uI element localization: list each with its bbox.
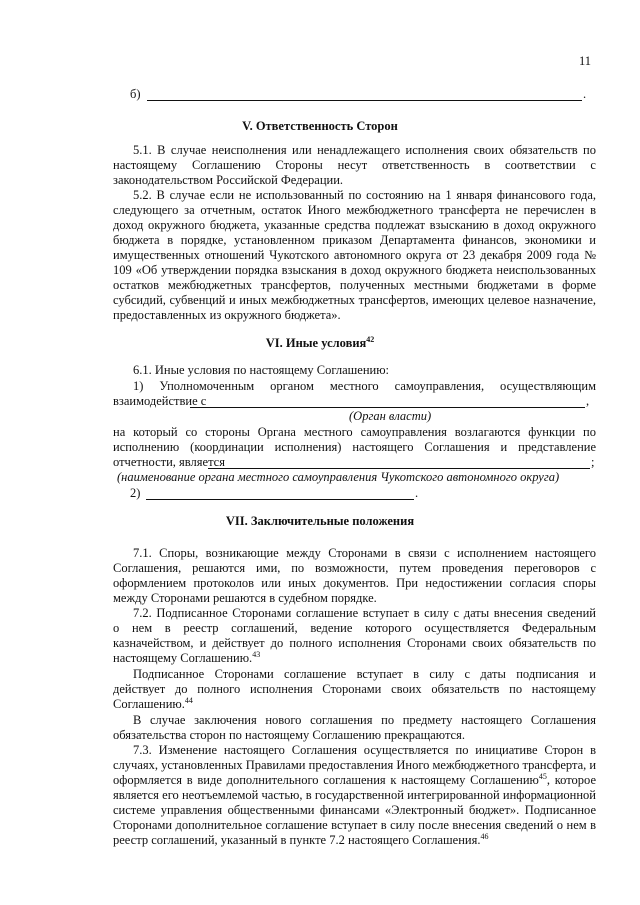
caption-organ: (Орган власти) [349,409,432,423]
p75-line3-text: оформляется в виде дополнительного соглашения к настоящему Соглашению [113,773,539,787]
p75-line: системе управления общественными финансами «Электронный бюджет». Подписанное [113,803,596,817]
section-6-title [0,336,640,351]
p75-line: 7.3. Изменение настоящего Соглашения осуществляется по инициативе Сторон в [133,743,596,757]
footnote-ref-44[interactable]: 44 [184,696,193,705]
p51-line: настоящему Соглашению Стороны несут ответственность в соответствии с [113,158,596,172]
page-number: 11 [578,54,591,68]
p71-line: Соглашения, решаются ими, по возможности, путем проведения переговоров с [113,561,596,575]
p75-line3-tail: , которое [546,773,597,787]
footnote-ref-45[interactable]: 45 [538,772,547,781]
p73-last-text: Соглашению. [113,697,185,711]
item-b-blank-line [147,100,582,101]
p61-item1-line1: 1) Уполномоченным органом местного самоуправления, осуществляющим [133,379,596,393]
p75-line: является его неотъемлемой частью, в государственной интегрированной информационной [113,788,596,802]
p72-last [113,651,596,666]
p75-line: случаях, установленных Правилами предоставления Иного межбюджетного трансферта, и [113,758,597,772]
p52-line: доход окружного бюджета, указанные средства подлежат взысканию в доход окружного [113,218,596,232]
footnote-ref-46[interactable]: 46 [480,832,489,841]
footnote-ref-42[interactable]: 42 [366,335,375,344]
p52-line: имущественных отношений Чукотского автономного округа от 23 декабря 2009 года № [113,248,596,262]
footnote-ref-43[interactable]: 43 [252,650,261,659]
p52-line: субсидий, субвенций и иных межбюджетных трансфертов, имеющих целевое назначение, [113,293,596,307]
item-b-end: . [583,87,587,101]
p73-line: действует до полного исполнения Сторонами своих обязательств по настоящему [113,682,596,696]
p61-item2: 2) [130,486,141,500]
p72-line: 7.2. Подписанное Сторонами соглашение вступает в силу с даты внесения сведений [133,606,596,620]
p61-line: на который со стороны Органа местного самоуправления возлагаются функции по [113,425,596,439]
p71-line: 7.1. Споры, возникающие между Сторонами в связи с исполнением настоящего [133,546,596,560]
p72-line: казначейством, и действует до полного исполнения Сторонами своих обязательств по [113,636,596,650]
section-6-title-text: VI. Иные условия [265,336,367,350]
p61-last-end: ; [591,455,595,469]
p61-item1-line2-end: , [586,394,590,408]
p75-line-with-note [113,773,596,788]
p74-line: В случае заключения нового соглашения по предмету настоящего Соглашения [133,713,596,727]
item2-blank-line [146,499,414,500]
p73-line: Подписанное Сторонами соглашение вступает в силу с даты подписания и [133,667,596,681]
section-7-title: VII. Заключительные положения [225,514,415,528]
p52-line: остатков межбюджетных трансфертов, полученных местными бюджетами в форме [113,278,596,292]
p52-line: 5.2. В случае если не использованный по состоянию на 1 января финансового года, [133,188,596,202]
organ-name-blank-line [208,468,590,469]
p74-last: обязательства сторон по настоящему Соглашению прекращаются. [113,728,465,742]
caption-organ-name: (наименование органа местного самоуправления Чукотского автономного округа) [117,470,560,484]
p72-line: о нем в реестр соглашений, ведение которого осуществляется Федеральным [113,621,596,635]
p71-line: между Сторонами решаются в судебном порядке. [113,591,377,605]
p75-line: Сторонами дополнительное соглашение вступает в силу после внесения сведений о нем в [113,818,596,832]
p61-item1-line2: взаимодействие с [113,394,207,408]
p61-last: отчетности, является [113,455,225,469]
p61-intro: 6.1. Иные условия по настоящему Соглашению: [133,363,390,377]
p61-line: исполнению (координации исполнения) настоящего Соглашения и представление [113,440,596,454]
p73-last [113,697,596,712]
p75-last [113,833,596,848]
p52-line: бюджета в порядке, установленном приказом Департамента финансов, экономики и [113,233,596,247]
p52-line: 109 «Об утверждении порядка взыскания в доход окружного бюджета неиспользованных [113,263,596,277]
p71-line: оформлением протоколов или иных документов. При недостижении согласия споры [113,576,596,590]
organ-blank-line [190,407,585,408]
p51-line: 5.1. В случае неисполнения или ненадлежащего исполнения своих обязательств по [133,143,596,157]
p75-last-text: реестр соглашений, указанный в пункте 7.2 настоящего Соглашения. [113,833,481,847]
p51-line: законодательством Российской Федерации. [113,173,344,187]
section-5-title: V. Ответственность Сторон [242,119,398,133]
p72-last-text: настоящему Соглашению. [113,651,253,665]
p52-line: предоставленных из окружного бюджета». [113,308,341,322]
p61-item2-end: . [415,486,419,500]
item-b-label: б) [130,87,141,101]
p52-line: следующего за отчетным, остаток Иного межбюджетного трансферта не перечислен в [113,203,596,217]
